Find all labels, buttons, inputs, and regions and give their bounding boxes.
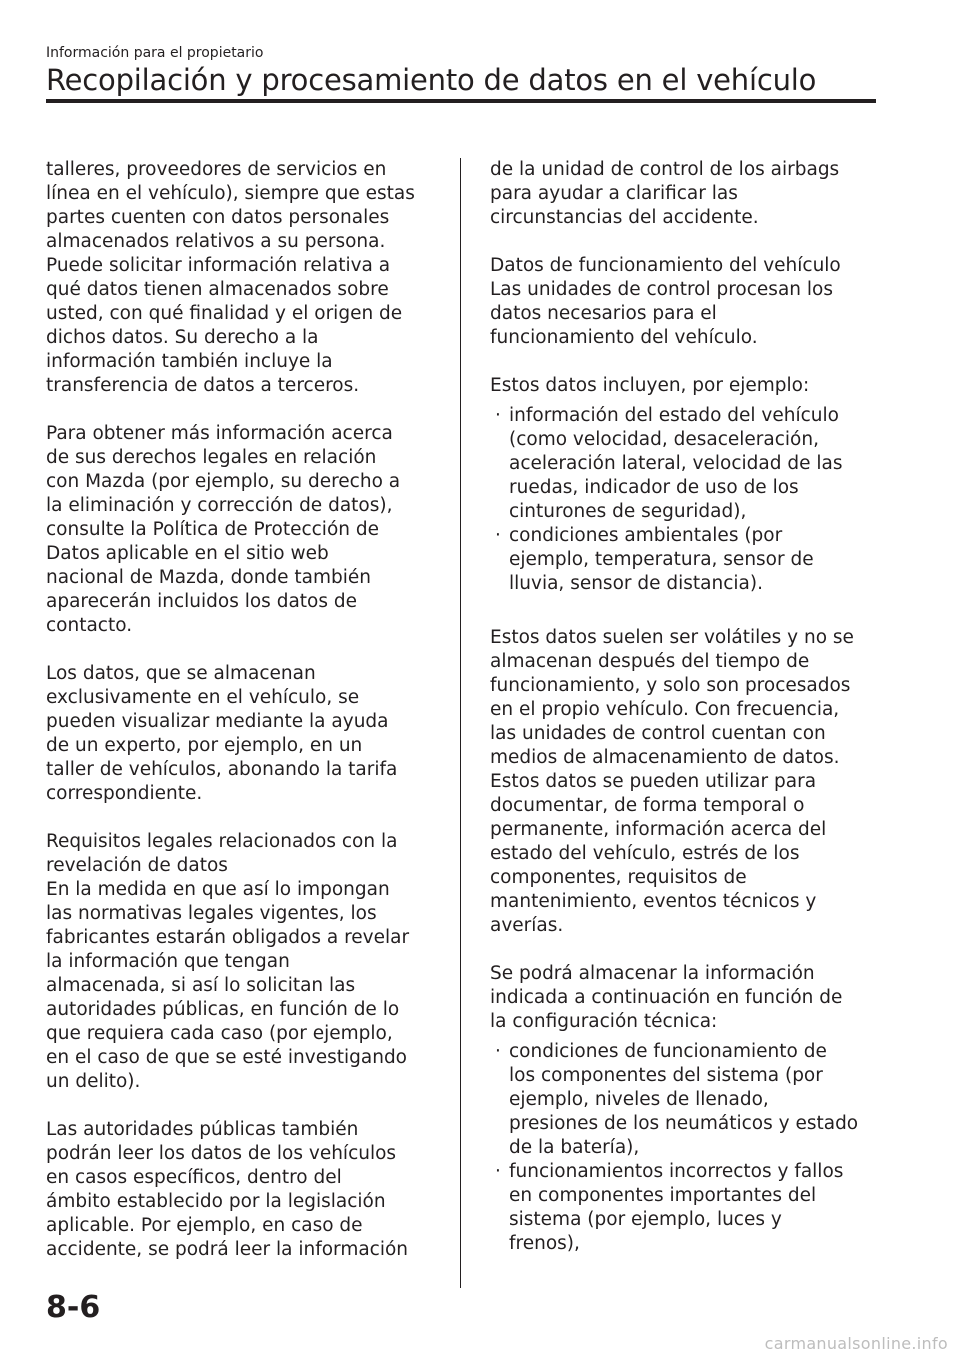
column-divider [460,158,461,1288]
page-title: Recopilación y procesamiento de datos en el vehículo [46,63,817,97]
list-item [490,1040,882,1160]
paragraph: talleres, proveedores de servicios en línea en el vehículo), siempre que estas partes cuenten con datos personales almacenados relativos a su persona. Puede solicitar información relativa a qué datos tienen almacenados sobre usted, con qué finalidad y el origen de dichos datos. Su derecho a la información también incluye la transferencia de datos a terceros. [46,159,415,396]
section-heading: Datos de funcionamiento del vehículo [490,255,841,276]
paragraph: de la unidad de control de los airbags para ayudar a clarificar las circunstancias del accidente. [490,159,840,228]
header-rule [46,99,876,103]
paragraph: En la medida en que así lo impongan las normativas legales vigentes, los fabricantes estarán obligados a revelar la información que tengan almacenada, si así lo solicitan las autoridades públicas, en función de lo que requiera cada caso (por ejemplo, en el caso de que se esté investigando un delito). [46,879,410,1092]
page-header [46,44,876,98]
list-item-text: condiciones ambientales (por ejemplo, temperatura, sensor de lluvia, sensor de distancia). [509,525,814,594]
list-item [490,1160,882,1256]
list-item [490,404,882,524]
right-column [490,158,882,1280]
paragraph: Las autoridades públicas también podrán leer los datos de los vehículos en casos específicos, dentro del ámbito establecido por la legislación aplicable. Por ejemplo, en caso de accidente, se podrá leer la información [46,1119,409,1260]
paragraph: Estos datos incluyen, por ejemplo: [490,375,810,396]
paragraph: Estos datos suelen ser volátiles y no se almacenan después del tiempo de funcionamiento, y solo son procesados en el propio vehículo. Con frecuencia, las unidades de control cuentan con medios de almacenamiento de datos. Estos datos se pueden utilizar para documentar, de forma temporal o permanente, información acerca del estado del vehículo, estrés de los componentes, requisitos de mantenimiento, eventos técnicos y averías. [490,627,854,936]
list-item [490,524,882,596]
paragraph: Los datos, que se almacenan exclusivamente en el vehículo, se pueden visualizar mediante la ayuda de un experto, por ejemplo, en un taller de vehículos, abonando la tarifa correspondiente. [46,663,398,804]
list-item-text: información del estado del vehículo (como velocidad, desaceleración, aceleración lateral, velocidad de las ruedas, indicador de uso de los cinturones de seguridad), [509,405,843,522]
bullet-icon: · [495,1041,501,1062]
bullet-icon: · [495,405,501,426]
left-column [46,158,438,1286]
bullet-list [490,404,882,596]
list-item-text: condiciones de funcionamiento de los componentes del sistema (por ejemplo, niveles de llenado, presiones de los neumáticos y estado de la batería), [509,1041,859,1158]
list-item-text: funcionamientos incorrectos y fallos en componentes importantes del sistema (por ejemplo, luces y frenos), [509,1161,844,1254]
bullet-list [490,1040,882,1256]
paragraph: Se podrá almacenar la información indicada a continuación en función de la configuración técnica: [490,963,843,1032]
paragraph: Las unidades de control procesan los datos necesarios para el funcionamiento del vehículo. [490,279,833,348]
page-number: 8-6 [46,1290,101,1325]
bullet-icon: · [495,525,501,546]
header-section-label: Información para el propietario [46,45,264,61]
paragraph: Para obtener más información acerca de sus derechos legales en relación con Mazda (por ejemplo, su derecho a la eliminación y corrección de datos), consulte la Política de Protección de Datos aplicable en el sitio web nacional de Mazda, donde también aparecerán incluidos los datos de contacto. [46,423,401,636]
bullet-icon: · [495,1161,501,1182]
section-heading: Requisitos legales relacionados con la revelación de datos [46,831,398,876]
watermark: carmanualsonline.info [764,1334,948,1353]
